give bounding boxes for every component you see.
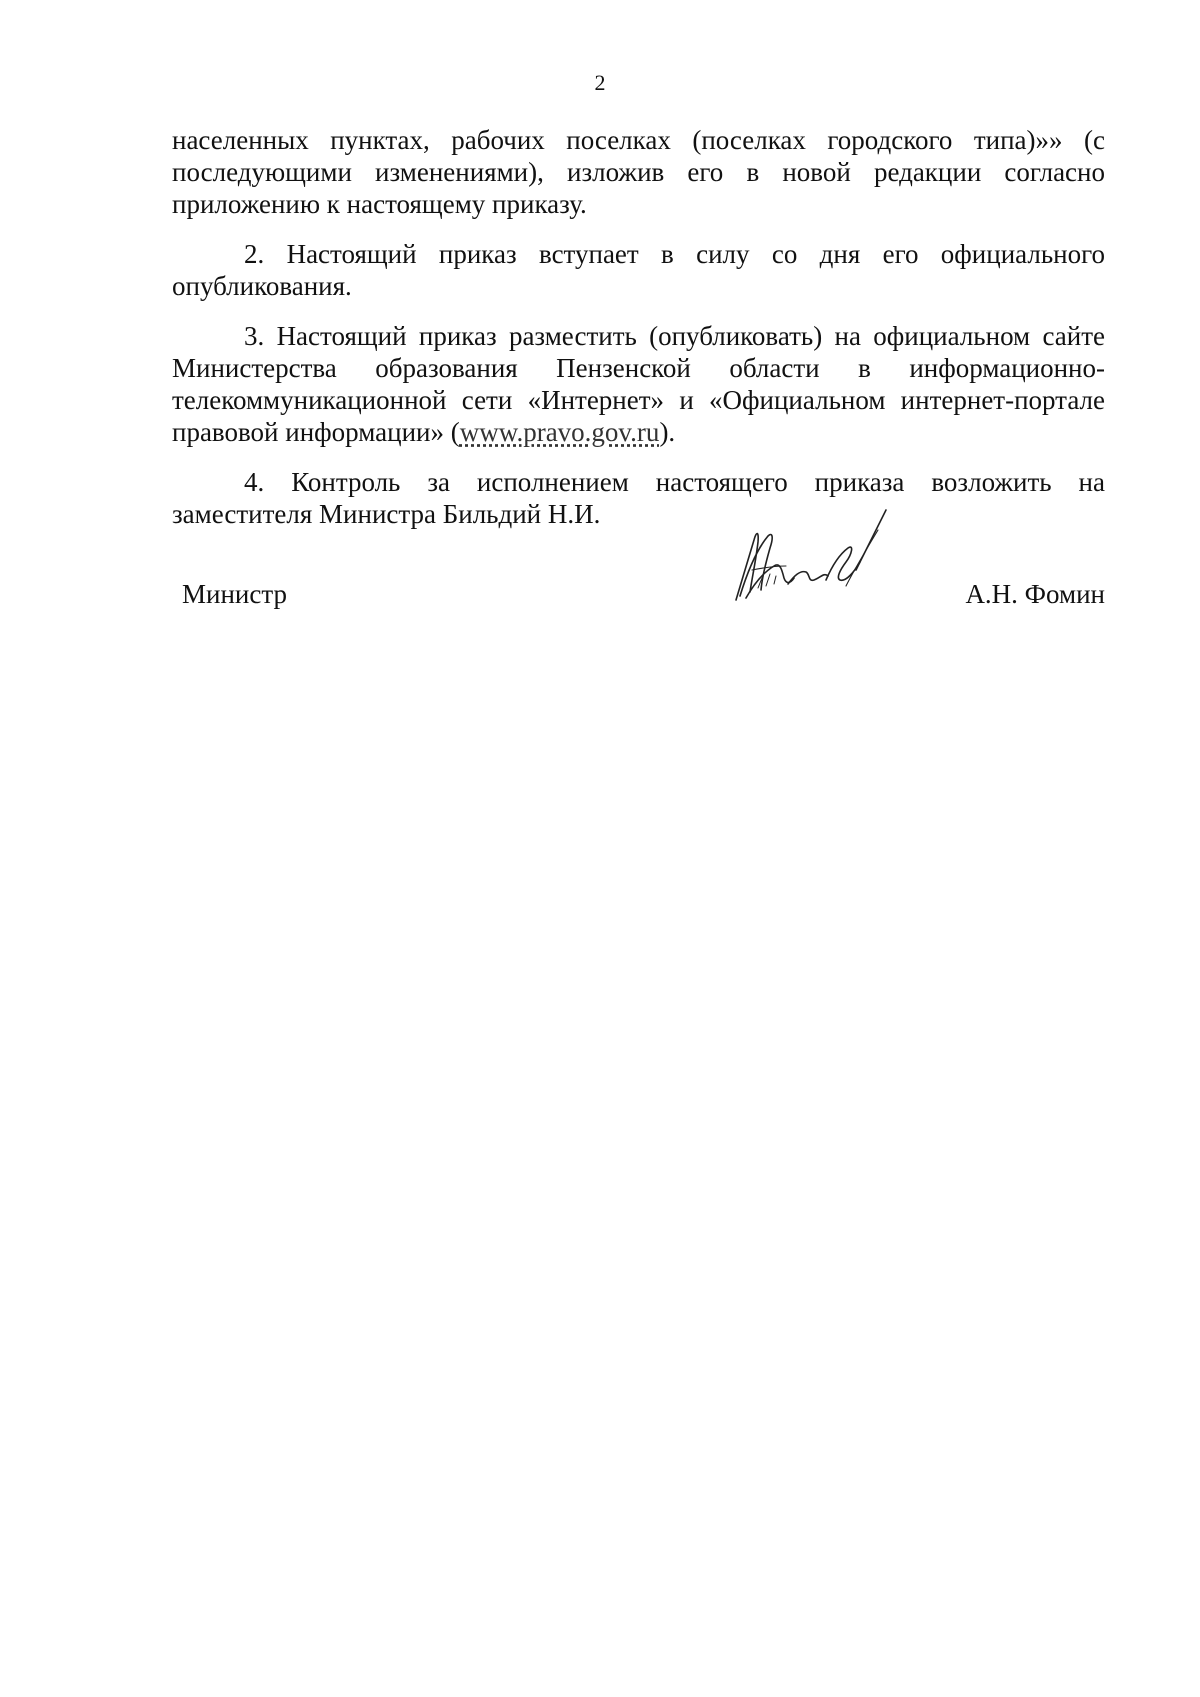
paragraph-continuation: населенных пунктах, рабочих поселках (поселках городского типа)»» (с последующими изменениями), изложив его в новой редакции согласно приложению к настоящему приказу. bbox=[172, 125, 1105, 219]
document-body bbox=[172, 124, 1105, 548]
paragraph-publication-end: ). bbox=[659, 417, 676, 447]
pravo-gov-link[interactable]: www.pravo.gov.ru bbox=[459, 417, 660, 447]
paragraph-publication-text: 3. Настоящий приказ разместить (опубликовать) на официальном сайте Министерства образования Пензенской области в информационно-телекоммуникационной сети «Интернет» и «Официальном интернет-портале правовой информации» ( bbox=[172, 321, 1105, 447]
page-number: 2 bbox=[594, 70, 606, 95]
paragraph-control: 4. Контроль за исполнением настоящего приказа возложить на заместителя Министра Бильдий Н.И. bbox=[172, 467, 1105, 529]
paragraph-publication bbox=[172, 320, 1105, 448]
signature-block bbox=[182, 578, 1105, 618]
signer-title: Министр bbox=[182, 579, 287, 609]
signer-name: А.Н. Фомин bbox=[965, 579, 1105, 609]
paragraph-effective-date: 2. Настоящий приказ вступает в силу со дня его официального опубликования. bbox=[172, 239, 1105, 301]
